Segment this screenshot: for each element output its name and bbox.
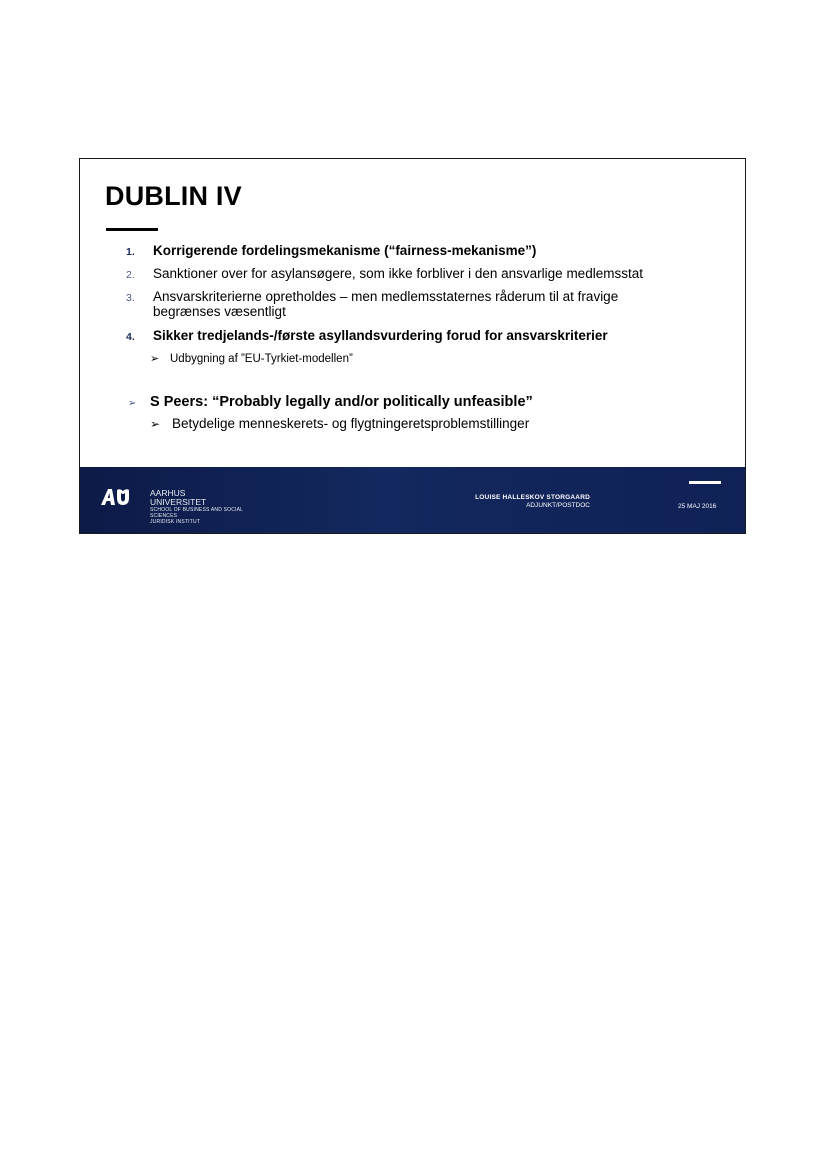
au-logo-icon: [100, 487, 136, 507]
university-line1: AARHUS: [150, 488, 186, 498]
arrow-bullet-icon: ➢: [150, 417, 161, 431]
sub-item-text: Udbygning af ”EU-Tyrkiet-modellen”: [170, 353, 353, 365]
item-text: Sanktioner over for asylansøgere, som ikke forbliver i den ansvarlige medlemsstat: [153, 266, 643, 281]
school-line2: SCIENCES: [150, 513, 178, 519]
arrow-bullet-icon: ➢: [128, 398, 137, 409]
author-name: LOUISE HALLESKOV STORGAARD: [475, 494, 590, 501]
author-role: ADJUNKT/POSTDOC: [526, 502, 590, 509]
item-text-line2: begrænses væsentligt: [153, 304, 286, 319]
bullet-sub-text: Betydelige menneskerets- og flygtningeretsproblemstillinger: [172, 416, 530, 431]
slide-footer: [80, 467, 745, 534]
item-text-line1: Ansvarskriterierne opretholdes – men medlemsstaternes råderum til at fravige: [153, 289, 619, 304]
arrow-bullet-icon: ➢: [150, 353, 160, 365]
slide: [79, 158, 746, 534]
school-line1: SCHOOL OF BUSINESS AND SOCIAL: [150, 507, 244, 513]
bullet-sub-item: [150, 416, 529, 431]
sub-item: [150, 352, 353, 366]
title-underline: [106, 228, 158, 231]
slide-title: DUBLIN IV: [105, 181, 242, 211]
item-number: 1.: [126, 246, 135, 258]
university-line2: UNIVERSITET: [150, 497, 207, 507]
university-name: [150, 489, 243, 525]
date-rule: [689, 481, 721, 484]
institute-name: JURIDISK INSTITUT: [150, 519, 201, 525]
item-text: Korrigerende fordelingsmekanisme (“fairness-mekanisme”): [153, 243, 537, 258]
item-number: 3.: [126, 292, 135, 304]
item-number: 4.: [126, 331, 135, 343]
item-text: Sikker tredjelands-/første asyllandsvurdering forud for ansvarskriterier: [153, 328, 608, 343]
slide-date: 25 MAJ 2016: [678, 503, 717, 510]
bullet-item: [128, 394, 533, 410]
item-number: 2.: [126, 269, 135, 281]
bullet-text: S Peers: “Probably legally and/or politically unfeasible”: [150, 394, 533, 410]
